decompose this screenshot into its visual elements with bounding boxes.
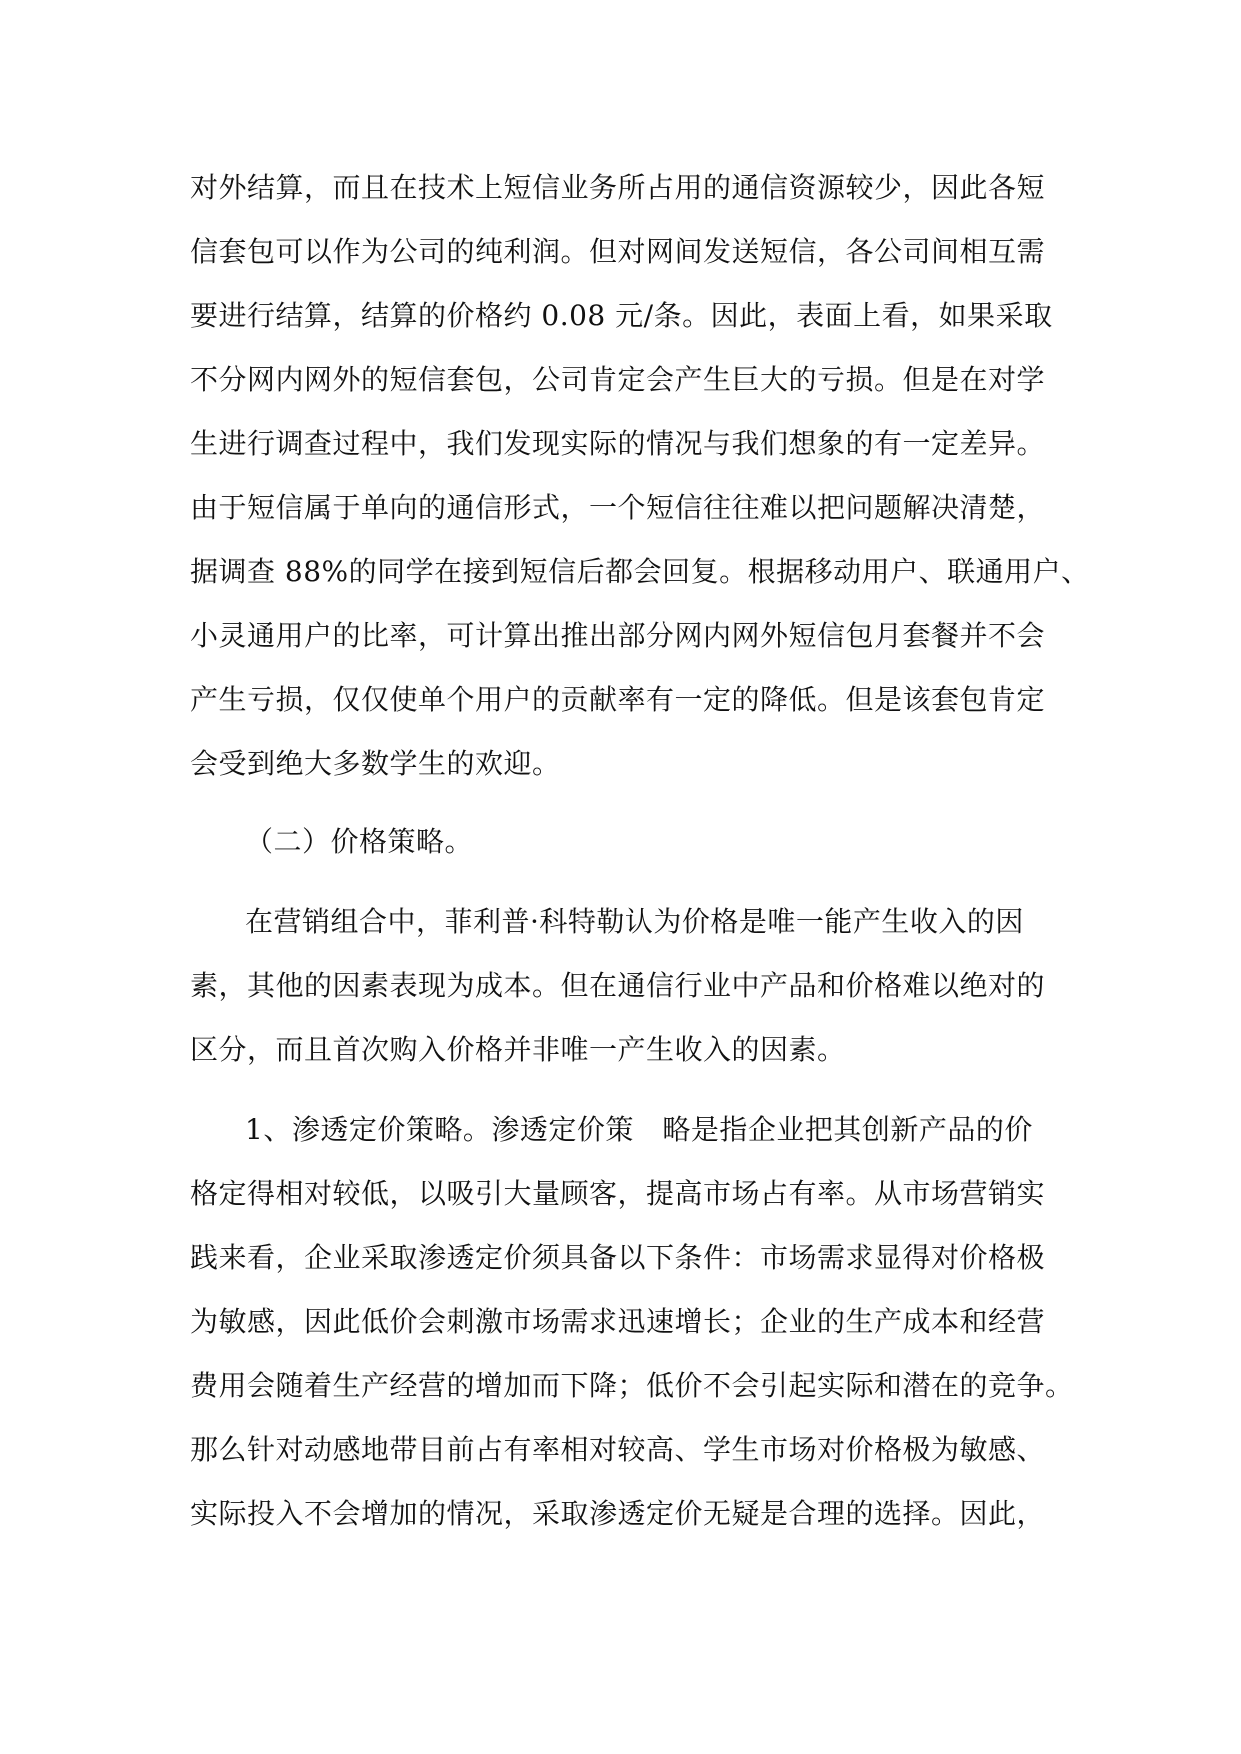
paragraph-line: 对外结算，而且在技术上短信业务所占用的通信资源较少，因此各短 <box>190 171 1046 204</box>
paragraph-line: 格定得相对较低，以吸引大量顾客，提高市场占有率。从市场营销实 <box>190 1177 1046 1210</box>
paragraph-line: 1、渗透定价策略。渗透定价策 略是指企业把其创新产品的价 <box>245 1113 1033 1146</box>
paragraph-line: 区分，而且首次购入价格并非唯一产生收入的因素。 <box>190 1033 846 1066</box>
paragraph-line: 由于短信属于单向的通信形式，一个短信往往难以把问题解决清楚， <box>190 491 1046 524</box>
section-heading: （二）价格策略。 <box>245 825 474 858</box>
paragraph-line: 在营销组合中，菲利普·科特勒认为价格是唯一能产生收入的因 <box>245 905 1024 938</box>
paragraph-line: 小灵通用户的比率，可计算出推出部分网内网外短信包月套餐并不会 <box>190 619 1046 652</box>
paragraph-line: 产生亏损，仅仅使单个用户的贡献率有一定的降低。但是该套包肯定 <box>190 683 1046 716</box>
paragraph-line: 实际投入不会增加的情况，采取渗透定价无疑是合理的选择。因此， <box>190 1497 1046 1530</box>
paragraph-line: 践来看，企业采取渗透定价须具备以下条件：市场需求显得对价格极 <box>190 1241 1046 1274</box>
paragraph-line: 信套包可以作为公司的纯利润。但对网间发送短信，各公司间相互需 <box>190 235 1046 268</box>
paragraph-line: 素，其他的因素表现为成本。但在通信行业中产品和价格难以绝对的 <box>190 969 1046 1002</box>
paragraph-line: 据调查 88%的同学在接到短信后都会回复。根据移动用户、联通用户、 <box>190 555 1090 588</box>
paragraph-line: 为敏感，因此低价会刺激市场需求迅速增长；企业的生产成本和经营 <box>190 1305 1046 1338</box>
paragraph-line: 会受到绝大多数学生的欢迎。 <box>190 747 561 780</box>
paragraph-line: 要进行结算，结算的价格约 0.08 元/条。因此，表面上看，如果采取 <box>190 299 1053 332</box>
paragraph-line: 那么针对动感地带目前占有率相对较高、学生市场对价格极为敏感、 <box>190 1433 1046 1466</box>
paragraph-line: 费用会随着生产经营的增加而下降；低价不会引起实际和潜在的竞争。 <box>190 1369 1074 1402</box>
paragraph-line: 生进行调查过程中，我们发现实际的情况与我们想象的有一定差异。 <box>190 427 1046 460</box>
paragraph-line: 不分网内网外的短信套包，公司肯定会产生巨大的亏损。但是在对学 <box>190 363 1046 396</box>
